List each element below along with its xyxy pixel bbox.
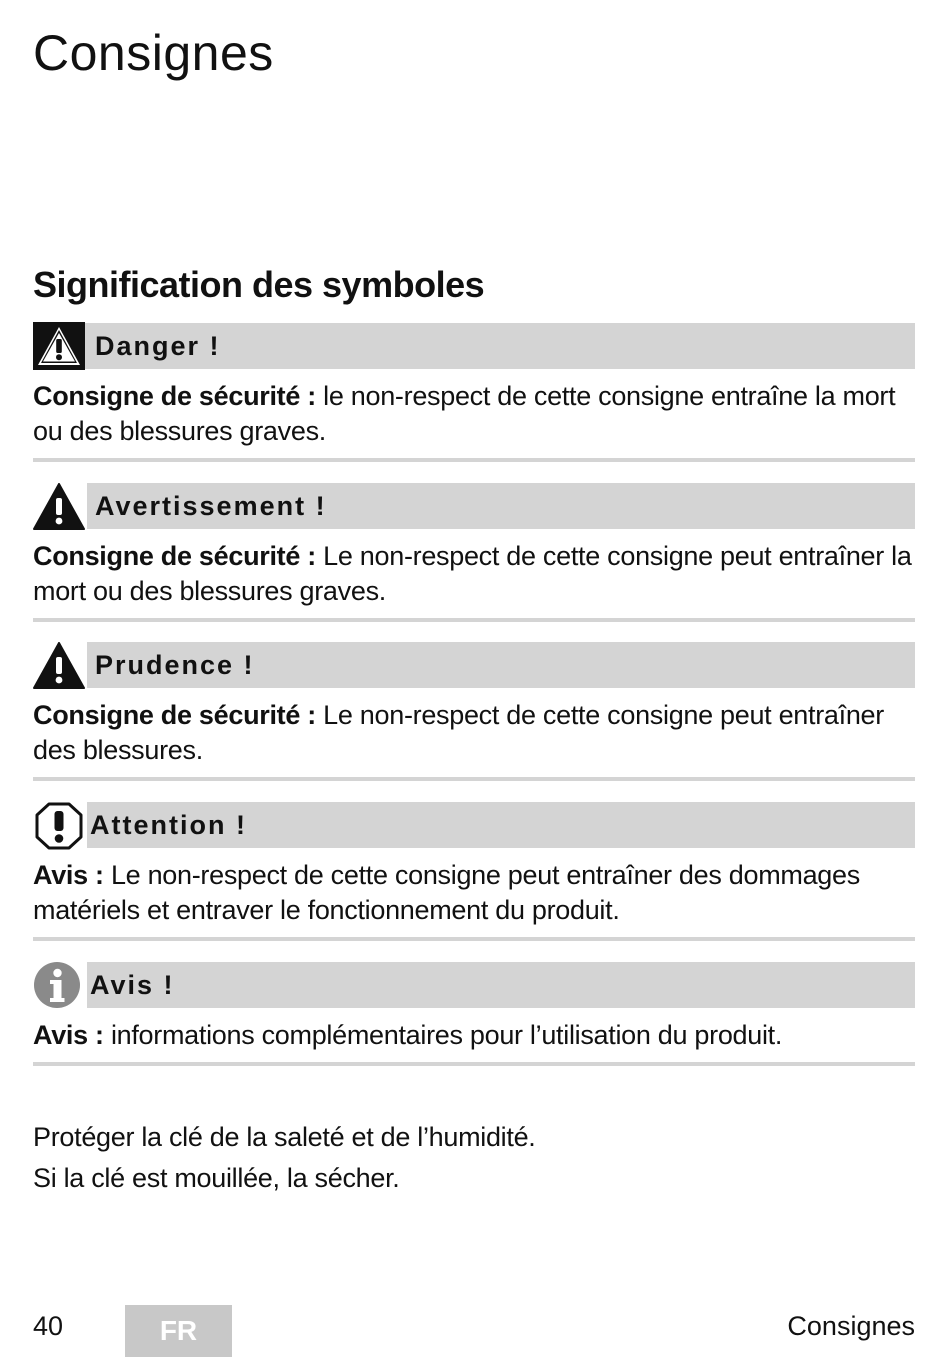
symbol-header-danger: [33, 323, 915, 369]
footer-section-title: Consignes: [787, 1311, 915, 1341]
header-label-avertissement: Avertissement !: [95, 491, 327, 521]
symbol-description-prudence: [33, 698, 915, 781]
language-badge: FR: [125, 1305, 232, 1357]
description-lead: Avis :: [33, 860, 104, 890]
symbol-description-avertissement: [33, 539, 915, 622]
symbol-header-attention: [33, 802, 915, 848]
description-lead: Consigne de sécurité :: [33, 541, 316, 571]
header-label-attention: Attention !: [90, 810, 247, 840]
description-text: Le non-respect de cette consigne peut entraîner des dommages matériels et entraver le fonctionnement du produit.: [33, 860, 860, 925]
description-text: Le non-respect de cette consigne peut entraîner la mort ou des blessures graves.: [33, 541, 912, 606]
symbol-block-danger: [33, 323, 915, 462]
warning-triangle-icon: [33, 483, 85, 531]
description-lead: Consigne de sécurité :: [33, 381, 316, 411]
symbol-block-avertissement: [33, 483, 915, 622]
symbol-description-attention: [33, 858, 915, 941]
symbol-description-danger: [33, 379, 915, 462]
symbol-block-attention: [33, 802, 915, 941]
description-lead: Consigne de sécurité :: [33, 700, 316, 730]
description-lead: Avis :: [33, 1020, 104, 1050]
header-label-avis: Avis !: [90, 970, 175, 1000]
header-label-prudence: Prudence !: [95, 650, 255, 680]
description-text: informations complémentaires pour l’utilisation du produit.: [110, 1020, 783, 1050]
symbol-block-avis: [33, 962, 915, 1066]
page-title: Consignes: [33, 25, 274, 81]
symbol-header-prudence: [33, 642, 915, 688]
description-text: Le non-respect de cette consigne peut entraîner des blessures.: [33, 700, 884, 765]
symbol-description-avis: [33, 1018, 915, 1066]
description-text: le non-respect de cette consigne entraîne la mort ou des blessures graves.: [33, 381, 896, 446]
info-circle-icon: [33, 962, 85, 1010]
body-text-line-1: Protéger la clé de la saleté et de l’humidité.: [33, 1122, 536, 1152]
header-bar: [87, 962, 915, 1008]
exclamation-octagon-icon: [33, 802, 85, 850]
symbol-header-avertissement: [33, 483, 915, 529]
symbol-header-avis: [33, 962, 915, 1008]
symbol-block-prudence: [33, 642, 915, 781]
section-heading: Signification des symboles: [33, 264, 485, 305]
header-label-danger: Danger !: [95, 331, 221, 361]
danger-triangle-icon: [33, 322, 85, 370]
body-text-line-2: Si la clé est mouillée, la sécher.: [33, 1163, 400, 1193]
page-number: 40: [33, 1311, 64, 1341]
caution-triangle-icon: [33, 642, 85, 690]
